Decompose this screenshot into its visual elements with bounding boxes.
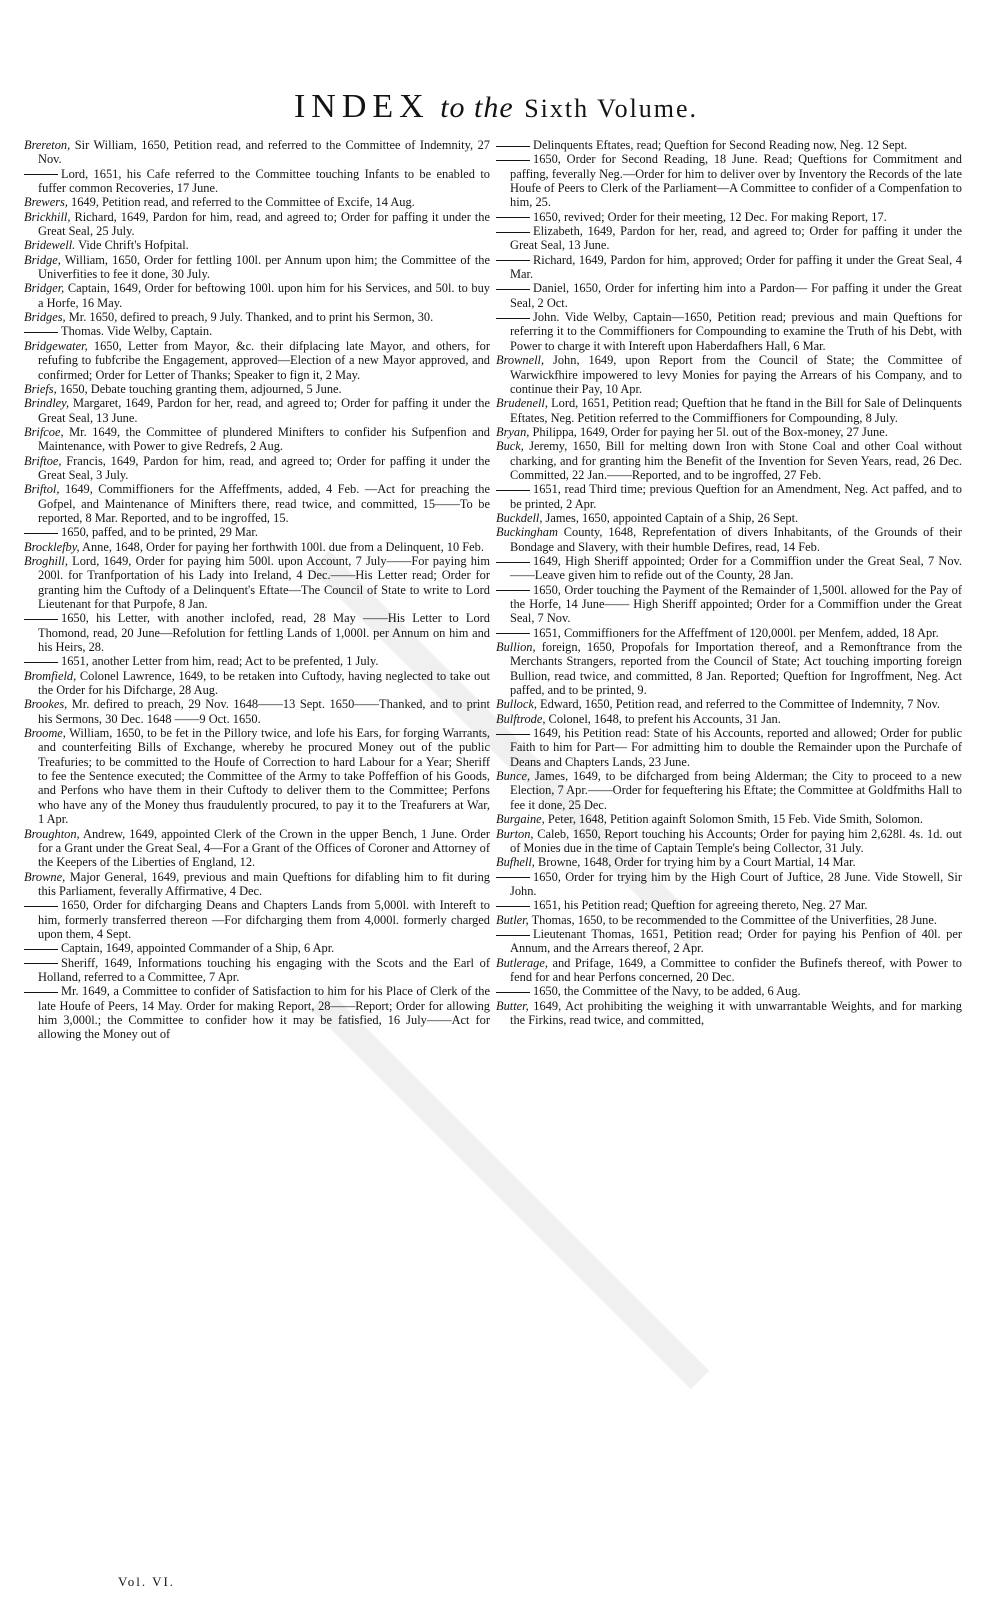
index-entry xyxy=(496,626,962,640)
index-entry xyxy=(24,870,490,899)
index-entry xyxy=(24,726,490,826)
ditto-rule xyxy=(496,906,530,907)
index-entry xyxy=(24,654,490,668)
index-entry xyxy=(496,812,962,826)
ditto-rule xyxy=(496,260,530,261)
index-entry xyxy=(496,152,962,209)
entry-headword: Brudenell, xyxy=(496,396,548,411)
volume-signature: Vol. VI. xyxy=(118,1574,176,1589)
ditto-rule xyxy=(24,332,58,333)
index-column-left xyxy=(24,138,490,1588)
index-entry xyxy=(24,253,490,282)
entry-text: Lord, 1651, his Cafe referred to the Committee touching Infants to be enabled to fuffer common Recoveries, 17 June. xyxy=(38,166,490,196)
entry-text: Vide Chrift's Hofpital. xyxy=(75,238,189,253)
index-entry xyxy=(496,425,962,439)
index-entry xyxy=(24,697,490,726)
entry-headword: Brifcoe, xyxy=(24,424,64,439)
entry-headword: Buckdell, xyxy=(496,510,543,525)
index-entry xyxy=(24,827,490,870)
entry-text: 1650, Order touching the Payment of the Remainder of 1,500l. allowed for the Pay of the Horfe, 14 June—— High Sheriff appointed; Order for a Commiffion under the Great Seal, 7 Nov. xyxy=(510,582,962,626)
entry-headword: Brickhill, xyxy=(24,209,71,224)
entry-text: 1651, Commiffioners for the Affeffment of 120,000l. per Menfem, added, 18 Apr. xyxy=(533,625,939,640)
entry-text: 1650, Debate touching granting them, adjourned, 5 June. xyxy=(56,381,342,396)
entry-headword: Bunce, xyxy=(496,769,531,784)
entry-text: Andrew, 1649, appointed Clerk of the Crown in the upper Bench, 1 June. Order for a Grant under the Great Seal, 4—For a Grant of the Offices of Coroner and Attorney of the Keepers of the Liberties of England, 12. xyxy=(38,826,490,870)
index-entry xyxy=(496,396,962,425)
entry-text: 1650, his Letter, with another inclofed, read, 28 May ——His Letter to Lord Thomond, read, 20 June—Refolution for fettling Lands of 1,000l. per Annum on him and his Heirs, 28. xyxy=(38,611,490,655)
entry-text: Lord, 1651, Petition read; Queftion that he ftand in the Bill for Sale of Delinquents Eftates, Neg. Petition referred to the Commiffioners for Compounding, 8 July. xyxy=(510,396,962,425)
entry-headword: Bridgewater, xyxy=(24,338,88,353)
title-sixth-volume: Sixth Volume. xyxy=(524,94,699,123)
entry-text: Thomas. Vide Welby, Captain. xyxy=(61,324,213,339)
index-entry xyxy=(496,439,962,482)
entry-text: Richard, 1649, Pardon for him, read, and agreed to; Order for paffing it under the Great Seal, 25 July. xyxy=(38,209,490,239)
index-entry xyxy=(496,855,962,869)
index-entry xyxy=(24,167,490,196)
ditto-rule xyxy=(24,963,58,964)
index-entry xyxy=(496,310,962,353)
entry-text: Sheriff, 1649, Informations touching his engaging with the Scots and the Earl of Holland, referred to a Committee, 7 Apr. xyxy=(38,955,490,984)
ditto-rule xyxy=(24,533,58,534)
entry-headword: Burgaine, xyxy=(496,812,545,827)
index-entry xyxy=(496,583,962,626)
entry-text: James, 1649, to be difcharged from being Alderman; the City to proceed to a new Election, 7 Apr.——Order for fequeftering his Eftate; the Committee at Goldfmiths Hall to fee it done, 25 Dec. xyxy=(510,769,962,812)
index-entry xyxy=(496,956,962,985)
entry-text: Mr. 1649, a Committee to confider of Satisfaction to him for his Place of Clerk of the late Houfe of Peers, 14 May. Order for making Report, 28——Report; Order for allowing him 3,000l.; the Committee to confider how it may be fatisfied, 16 July——Act for allowing the Money out of xyxy=(38,984,490,1042)
index-entry xyxy=(496,827,962,856)
page-title xyxy=(0,88,992,126)
entry-text: 1649, Act prohibiting the weighing it with unwarrantable Weights, and for marking the Firkins, read twice, and committed, xyxy=(510,998,962,1027)
ditto-rule xyxy=(496,590,530,591)
entry-text: Lieutenant Thomas, 1651, Petition read; Order for paying his Penfion of 40l. per Annum, and the Arrears thereof, 2 Apr. xyxy=(510,926,962,956)
entry-text: Delinquents Eftates, read; Queftion for Second Reading now, Neg. 12 Sept. xyxy=(533,138,908,152)
ditto-rule xyxy=(24,662,58,663)
index-entry xyxy=(24,941,490,955)
entry-text: Elizabeth, 1649, Pardon for her, read, and agreed to; Order for paffing it under the Great Seal, 13 June. xyxy=(510,224,962,253)
entry-text: 1650, Letter from Mayor, &c. their difplacing late Mayor, and others, for refufing to fubfcribe the Engagement, approved—Election of a new Mayor approved, and confirmed; Order for Letter of Thanks; Speaker to fign it, 2 May. xyxy=(38,338,490,382)
entry-text: Anne, 1648, Order for paying her forthwith 100l. due from a Delinquent, 10 Feb. xyxy=(79,539,484,554)
entry-text: 1650, the Committee of the Navy, to be added, 6 Aug. xyxy=(533,984,801,999)
index-entry xyxy=(496,898,962,912)
entry-text: 1649, High Sheriff appointed; Order for a Commiffion under the Great Seal, 7 Nov.——Leave given him to refide out of the County, 28 Jan. xyxy=(510,553,962,583)
ditto-rule xyxy=(496,562,530,563)
ditto-rule xyxy=(496,289,530,290)
index-entry xyxy=(496,769,962,812)
index-entry xyxy=(24,238,490,252)
entry-text: Major General, 1649, previous and main Queftions for difabling him to fit during this Parliament, feverally Affirmative, 4 Dec. xyxy=(38,869,490,898)
ditto-rule xyxy=(24,949,58,950)
index-entry xyxy=(496,697,962,711)
index-entry xyxy=(496,913,962,927)
entry-headword: Bufhell, xyxy=(496,855,535,870)
index-entry xyxy=(24,956,490,985)
index-entry xyxy=(24,554,490,611)
index-entry xyxy=(496,281,962,310)
index-entry xyxy=(24,396,490,425)
ditto-rule xyxy=(496,734,530,735)
index-entry xyxy=(496,482,962,511)
entry-text: 1649, Petition read, and referred to the Committee of Excife, 14 Aug. xyxy=(67,195,415,210)
ditto-rule xyxy=(496,633,530,634)
index-entry xyxy=(496,999,962,1028)
index-entry xyxy=(496,712,962,726)
entry-headword: Buck, xyxy=(496,439,524,454)
title-index: INDEX xyxy=(293,88,430,125)
entry-headword: Broughton, xyxy=(24,826,80,841)
entry-headword: Browne, xyxy=(24,869,66,884)
ditto-rule xyxy=(496,935,530,936)
entry-text: Philippa, 1649, Order for paying her 5l. out of the Box-money, 27 June. xyxy=(529,424,888,439)
entry-headword: Bryan, xyxy=(496,424,530,439)
entry-headword: Brookes, xyxy=(24,697,68,712)
ditto-rule xyxy=(496,877,530,878)
index-entry xyxy=(496,984,962,998)
entry-headword: Briftol, xyxy=(24,482,60,497)
entry-headword: Bulftrode, xyxy=(496,711,546,726)
entry-text: County, 1648, Reprefentation of divers Inhabitants, of the Grounds of their Bondage and Slavery, with their humble Defires, read, 14 Feb. xyxy=(510,525,962,554)
index-entry xyxy=(24,525,490,539)
entry-text: 1651, read Third time; previous Queftion for an Amendment, Neg. Act paffed, and to be printed, 2 Apr. xyxy=(510,482,962,511)
ditto-rule xyxy=(496,160,530,161)
entry-text: Daniel, 1650, Order for inferting him into a Pardon— For paffing it under the Great Seal, 2 Oct. xyxy=(510,281,962,310)
index-entry xyxy=(24,324,490,338)
ditto-rule xyxy=(24,906,58,907)
index-entry xyxy=(496,138,962,152)
index-entry xyxy=(496,224,962,253)
index-entry xyxy=(496,726,962,769)
entry-text: 1650, revived; Order for their meeting, 12 Dec. For making Report, 17. xyxy=(533,209,887,224)
entry-text: James, 1650, appointed Captain of a Ship, 26 Sept. xyxy=(542,510,799,525)
entry-headword: Brocklefby, xyxy=(24,539,80,554)
entry-text: John, 1649, upon Report from the Council of State; the Committee of Warwickfhire impowered to levy Monies for paying the Arrears of his Company, and to continue their Pay, 10 Apr. xyxy=(510,353,962,396)
entry-headword: Brindley, xyxy=(24,396,70,411)
entry-text: Mr. 1649, the Committee of plundered Minifters to confider his Sufpenfion and Maintenance, with Power to give Redrefs, 2 Aug. xyxy=(38,424,490,454)
index-entry xyxy=(496,870,962,899)
index-entry xyxy=(24,482,490,525)
entry-text: 1649, his Petition read: State of his Accounts, reported and allowed; Order for public Faith to him for Part— For admitting him to double the Remainder upon the Purchafe of Deans and Chapters Lands, 23 June. xyxy=(510,726,962,769)
entry-headword: Bullock, xyxy=(496,697,537,712)
index-entry xyxy=(496,525,962,554)
entry-headword: Briftoe, xyxy=(24,453,62,468)
index-column-right xyxy=(496,138,962,1588)
ditto-rule xyxy=(496,490,530,491)
entry-text: Caleb, 1650, Report touching his Accounts; Order for paying him 2,628l. 4s. 1d. out of Monies due in the time of Captain Temple's being Collector, 31 July. xyxy=(510,826,962,855)
index-entry xyxy=(24,210,490,239)
entry-text: Mr. defired to preach, 29 Nov. 1648——13 Sept. 1650——Thanked, and to print his Sermons, 30 Dec. 1648 ——9 Oct. 1650. xyxy=(38,697,490,726)
entry-text: 1650, Order for Second Reading, 18 June. Read; Queftions for Commitment and paffing, feverally Neg.—Order for him to deliver over by Inventory the Records of the late Houfe of Peers to Clerk of the Parliament—A Committee to confider of a Compenfation to him, 25. xyxy=(510,152,962,210)
entry-headword: Burton, xyxy=(496,826,534,841)
index-entry xyxy=(496,253,962,282)
entry-text: 1651, his Petition read; Queftion for agreeing thereto, Neg. 27 Mar. xyxy=(533,898,868,913)
entry-headword: Brownell, xyxy=(496,353,545,368)
index-entry xyxy=(24,425,490,454)
ditto-rule xyxy=(24,992,58,993)
entry-text: Jeremy, 1650, Bill for melting down Iron with Stone Coal and other Coal without charking, and for granting him the Benefit of the Invention for Seven Years, read, 26 Dec. Committed, 22 Jan.——Reported, and to be ingroffed, 27 Feb. xyxy=(510,439,962,482)
entry-text: 1650, Order for trying him by the High Court of Juftice, 28 June. Vide Stowell, Sir John. xyxy=(510,869,962,898)
index-entry xyxy=(24,310,490,324)
entry-headword: Buckingham xyxy=(496,525,558,540)
entry-text: Captain, 1649, appointed Commander of a Ship, 6 Apr. xyxy=(61,941,335,956)
entry-text: Captain, 1649, Order for beftowing 100l. upon him for his Services, and 50l. to buy a Horfe, 16 May. xyxy=(38,281,490,310)
entry-text: Colonel, 1648, to prefent his Accounts, 31 Jan. xyxy=(545,711,781,726)
entry-headword: Bromfield, xyxy=(24,668,77,683)
index-entry xyxy=(496,640,962,697)
entry-headword: Bridges, xyxy=(24,310,66,325)
ditto-rule xyxy=(496,992,530,993)
index-entry xyxy=(24,540,490,554)
entry-text: 1650, paffed, and to be printed, 29 Mar. xyxy=(61,525,258,540)
ditto-rule xyxy=(496,232,530,233)
entry-text: Edward, 1650, Petition read, and referred to the Committee of Indemnity, 7 Nov. xyxy=(536,697,940,712)
entry-headword: Broghill, xyxy=(24,553,68,568)
entry-text: 1651, another Letter from him, read; Act to be prefented, 1 July. xyxy=(61,654,379,669)
entry-text: Sir William, 1650, Petition read, and referred to the Committee of Indemnity, 27 Nov. xyxy=(38,138,490,167)
index-entry xyxy=(24,984,490,1041)
entry-text: William, 1650, Order for fettling 100l. per Annum upon him; the Committee of the Univerfities to fee it done, 30 July. xyxy=(38,252,490,282)
index-entry xyxy=(24,281,490,310)
index-entry xyxy=(496,554,962,583)
index-entry xyxy=(496,511,962,525)
index-entry xyxy=(496,927,962,956)
index-entry xyxy=(24,138,490,167)
entry-text: Lord, 1649, Order for paying him 500l. upon Account, 7 July——For paying him 200l. for Tranfportation of his Lady into Ireland, 4 Dec.——His Letter read; Order for granting him the Cuftody of a Delinquent's Eftate—The Council of State to write to Lord Lieutenant for that Purpofe, 8 Jan. xyxy=(38,553,490,611)
title-to-the: to the xyxy=(440,91,514,124)
entry-headword: Brereton, xyxy=(24,138,71,152)
entry-headword: Butler, xyxy=(496,912,529,927)
entry-headword: Butter, xyxy=(496,998,529,1013)
entry-text: Peter, 1648, Petition againft Solomon Smith, 15 Feb. Vide Smith, Solomon. xyxy=(544,812,923,827)
entry-text: Browne, 1648, Order for trying him by a Court Martial, 14 Mar. xyxy=(534,855,856,870)
entry-text: and Prifage, 1649, a Committee to confider the Bufinefs thereof, with Power to fend for and hear Perfons concerned, 20 Dec. xyxy=(510,955,962,984)
ditto-rule xyxy=(24,174,58,175)
entry-text: foreign, 1650, Propofals for Importation thereof, and a Remonftrance from the Merchants Strangers, reported from the Council of State; Act touching importing foreign Bullion, read twice, and committed, 8 Jan. Reported; Queftion for Ingroffment, Neg. Act paffed, and to be printed, 9. xyxy=(510,640,962,698)
entry-text: Thomas, 1650, to be recommended to the Committee of the Univerfities, 28 June. xyxy=(528,912,937,927)
entry-text: William, 1650, to be fet in the Pillory twice, and lofe his Ears, for forging Warrants, and counterfeiting Bills of Exchange, whereby he procured Money out of the public Treafuries; to be committed to the Houfe of Correction to hard Labour for a Year; Sheriff to fee the Sentence executed; the Committee of the Army to take Poffeffion of his Goods, and Perfons who have them in their Cuftody to deliver them to the Committee; Perfons who have any of the Money thus fraudulently procured, to pay it to the Treafurers at War, 1 Apr. xyxy=(38,726,490,827)
index-entry xyxy=(24,611,490,654)
entry-text: Margaret, 1649, Pardon for her, read, and agreed to; Order for paffing it under the Great Seal, 13 June. xyxy=(38,396,490,425)
entry-headword: Bridewell. xyxy=(24,238,76,253)
index-entry xyxy=(24,669,490,698)
entry-text: Richard, 1649, Pardon for him, approved; Order for paffing it under the Great Seal, 4 Mar. xyxy=(510,252,962,282)
ditto-rule xyxy=(496,318,530,319)
entry-headword: Bridger, xyxy=(24,281,65,296)
entry-text: Mr. 1650, defired to preach, 9 July. Thanked, and to print his Sermon, 30. xyxy=(65,310,434,325)
entry-text: Francis, 1649, Pardon for him, read, and agreed to; Order for paffing it under the Great Seal, 3 July. xyxy=(38,453,490,482)
ditto-rule xyxy=(496,217,530,218)
entry-headword: Brewers, xyxy=(24,195,68,210)
index-entry xyxy=(24,454,490,483)
entry-headword: Broome, xyxy=(24,726,66,741)
entry-text: Colonel Lawrence, 1649, to be retaken into Cuftody, having neglected to take out the Order for his Difcharge, 28 Aug. xyxy=(38,668,490,698)
entry-headword: Butlerage, xyxy=(496,955,548,970)
entry-headword: Bridge, xyxy=(24,252,61,267)
index-entry xyxy=(496,353,962,396)
index-entry xyxy=(24,898,490,941)
entry-text: 1650, Order for difcharging Deans and Chapters Lands from 5,000l. with Intereft to him, formerly transferred thereon —For difcharging them from 4,000l. formerly charged upon them, 4 Sept. xyxy=(38,898,490,941)
entry-headword: Bullion, xyxy=(496,640,536,655)
entry-headword: Briefs, xyxy=(24,381,57,396)
ditto-rule xyxy=(496,146,530,147)
index-entry xyxy=(24,195,490,209)
entry-text: 1649, Commiffioners for the Affeffments, added, 4 Feb. —Act for preaching the Gofpel, and Maintenance of Minifters there, read twice, and committed, 15——To be reported, 8 Mar. Reported, and to be ingroffed, 15. xyxy=(38,482,490,525)
ditto-rule xyxy=(24,619,58,620)
index-entry xyxy=(24,382,490,396)
entry-text: John. Vide Welby, Captain—1650, Petition read; previous and main Queftions for referring it to the Commiffioners for Compounding to examine the Truth of his Debt, with Power to charge it with Intereft upon Haberdafhers Hall, 6 Mar. xyxy=(510,310,962,353)
index-entry xyxy=(24,339,490,382)
index-entry xyxy=(496,210,962,224)
